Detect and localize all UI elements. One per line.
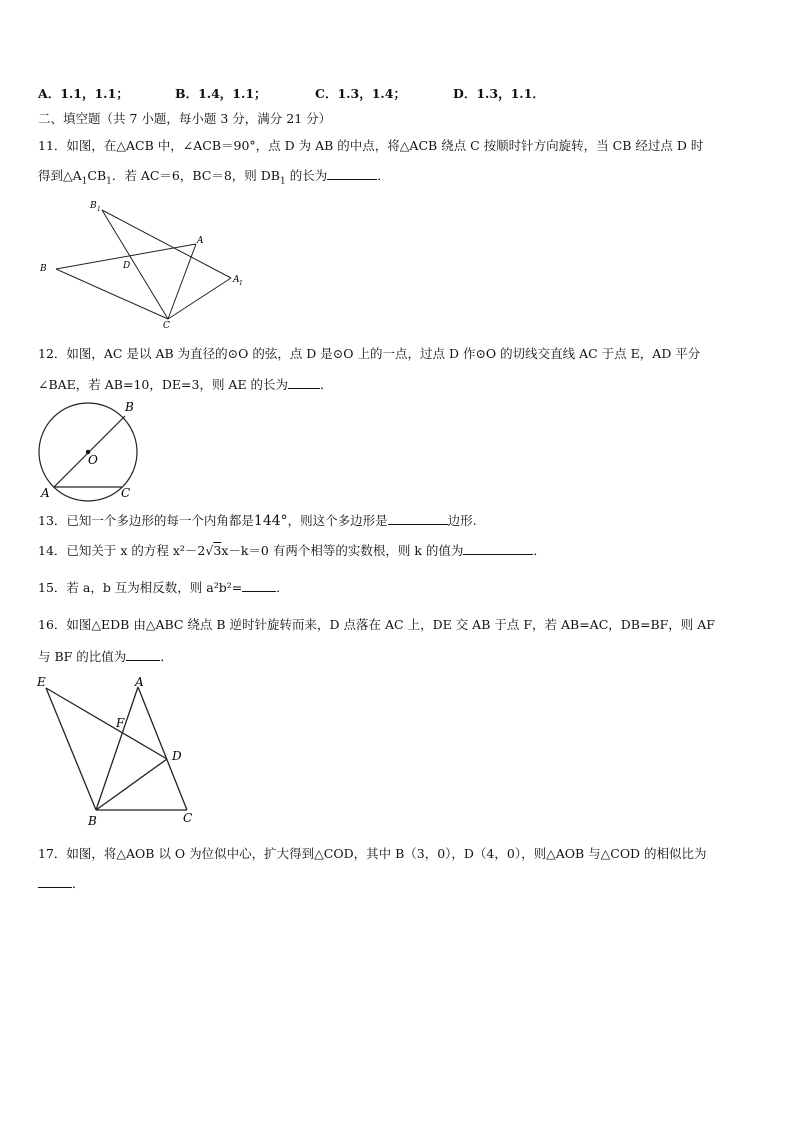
- label-b1: B: [90, 201, 97, 211]
- q12-figure: [36, 400, 144, 502]
- q14-sqrt-value: 3: [213, 543, 222, 558]
- q12-line1: 12．如图，AC 是以 AB 为直径的⊙O 的弦，点 D 是⊙O 上的一点，过点 D 作⊙O 的切线交直线 AC 于点 E，AD 平分: [38, 346, 701, 361]
- option-c: C．1.3，1.4；: [315, 86, 406, 101]
- label-f: F: [116, 716, 125, 730]
- q11-figure: [36, 196, 256, 331]
- label-a: A: [41, 486, 50, 500]
- q11-line-bc: [56, 269, 168, 319]
- q11-answer-blank: [327, 167, 377, 180]
- option-a: A．1.1，1.1；: [38, 86, 129, 101]
- q16-line-ed: [46, 688, 167, 759]
- q11-line-a1c: [168, 278, 231, 319]
- label-c: C: [121, 486, 131, 500]
- q13-answer-blank: [388, 512, 448, 525]
- q14-answer-blank: [463, 542, 533, 555]
- q13-line: 13．已知一个多边形的每一个内角都是144°，则这个多边形是 边形.: [38, 513, 477, 529]
- q15-answer-blank: [242, 579, 276, 592]
- label-b: B: [125, 400, 134, 414]
- q11-line1: 11．如图，在△ACB 中，∠ACB＝90°，点 D 为 AB 的中点，将△ACB 绕点 C 按顺时针方向旋转，当 CB 经过点 D 时: [38, 138, 704, 153]
- label-e: E: [37, 675, 46, 689]
- q17-answer-blank: [38, 875, 72, 888]
- label-c: C: [163, 321, 170, 331]
- q11-line2: 得到$\triangle A_1CB_1$．若 AC＝6，BC＝8，则 $DB_1$ 的长为 ．: [38, 168, 390, 187]
- label-b: B: [40, 264, 47, 274]
- q17-line1: 17．如图，将△AOB 以 O 为位似中心，扩大得到△COD，其中 B（3，0），D（4，0），则△AOB 与△COD 的相似比为: [38, 846, 707, 861]
- q11-line-b1c: [102, 210, 168, 319]
- section-title: 二、填空题（共 7 小题，每小题 3 分，满分 21 分）: [38, 111, 332, 126]
- q16-line2: 与 BF 的比值为 ．: [38, 649, 173, 664]
- q15-line: 15．若 a，b 互为相反数，则 a²b²= ．: [38, 580, 289, 595]
- option-d: D．1.3，1.1．: [453, 86, 545, 101]
- q11-line-b1a1: [102, 210, 231, 278]
- q12-line2: ∠BAE，若 AB=10，DE=3，则 AE 的长为 ．: [38, 377, 333, 392]
- q11-line-ac: [168, 244, 196, 319]
- q17-line2: ．: [38, 874, 85, 892]
- q16-answer-blank: [126, 648, 160, 661]
- label-a: A: [197, 236, 204, 246]
- q13-angle: 144°: [253, 513, 288, 529]
- label-b1-sub: 1: [97, 206, 101, 213]
- label-d: D: [172, 749, 182, 763]
- option-b: B．1.4，1.1；: [175, 86, 267, 101]
- label-b: B: [88, 814, 97, 828]
- label-o: O: [88, 453, 98, 467]
- label-a: A: [135, 675, 144, 689]
- q16-line-bd: [96, 759, 167, 810]
- q14-sqrt-sign: √: [205, 543, 214, 558]
- q12-answer-blank: [288, 376, 320, 389]
- q14-line: 14．已知关于 x 的方程 x²－2√3x－k＝0 有两个相等的实数根，则 k 的值为 ．: [38, 543, 546, 558]
- label-d: D: [123, 261, 131, 271]
- label-a1-sub: 1: [239, 280, 243, 287]
- q16-line-ab: [96, 687, 138, 810]
- label-c: C: [183, 811, 193, 825]
- label-a1: A: [233, 275, 240, 285]
- q16-figure: [34, 674, 194, 829]
- q16-line-eb: [46, 688, 96, 810]
- q16-line1: 16．如图△EDB 由△ABC 绕点 B 逆时针旋转而来，D 点落在 AC 上，DE 交 AB 于点 F，若 AB=AC，DB=BF，则 AF: [38, 617, 715, 632]
